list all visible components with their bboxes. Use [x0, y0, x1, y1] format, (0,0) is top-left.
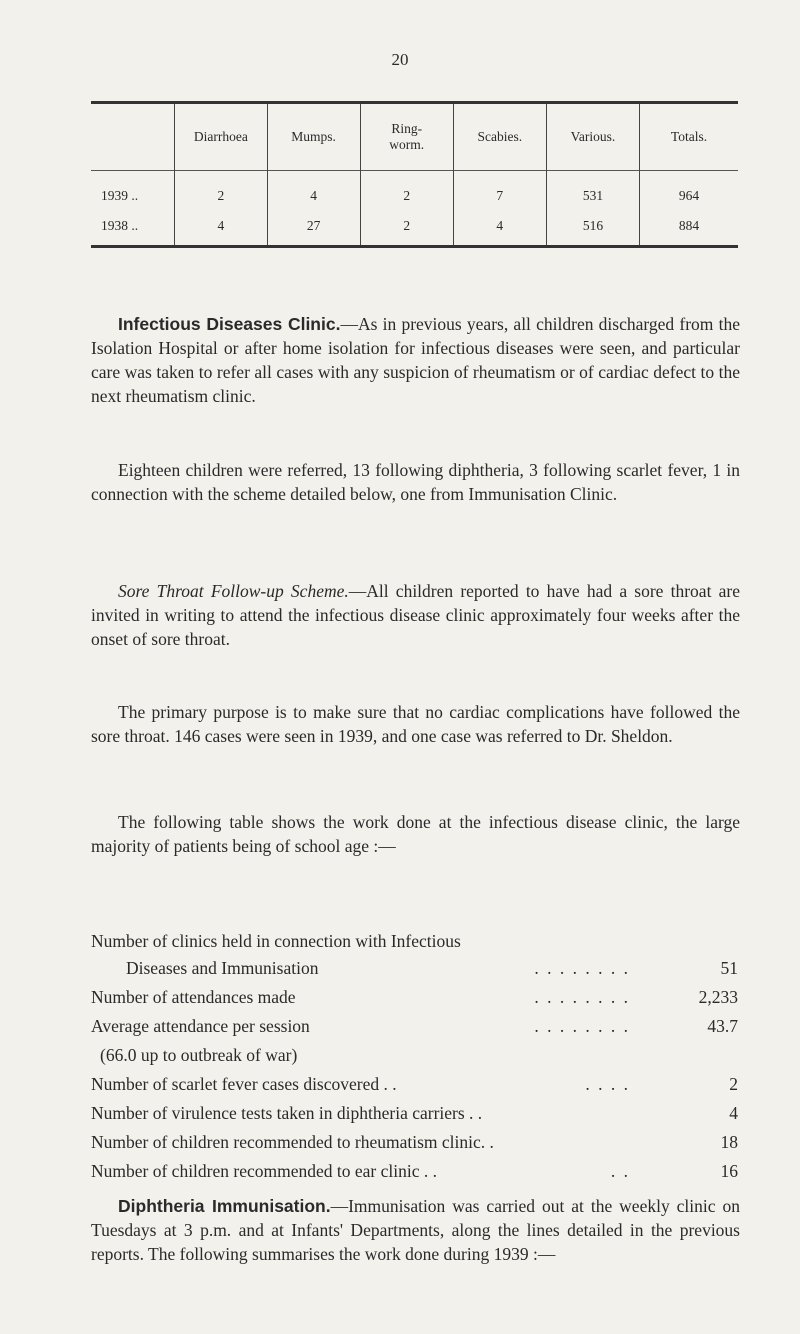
list-item-label: Number of virulence tests taken in diphtheria carriers . .	[91, 1103, 483, 1123]
table-header-diarrhoea: Diarrhoea	[175, 103, 267, 171]
list-item-label: Average attendance per session	[91, 1016, 310, 1036]
clinic-work-list	[91, 928, 740, 1186]
list-item-value: 43.7	[707, 1016, 738, 1036]
table-cell: 884	[640, 211, 738, 247]
table-cell: 531	[546, 181, 639, 211]
table-header-ringworm: Ring- worm.	[360, 103, 453, 171]
list-item	[91, 954, 740, 983]
list-item-label: Diseases and Immunisation	[126, 958, 319, 978]
table-cell: 2	[360, 211, 453, 247]
table-cell-year: 1939 ..	[101, 188, 139, 203]
infectious-disease-table	[91, 101, 738, 248]
table-row	[91, 181, 738, 211]
clinic-work-title: Number of clinics held in connection with Infectious	[91, 931, 461, 951]
table-cell: 4	[453, 211, 546, 247]
list-item	[91, 1128, 740, 1157]
clinic-heading: Infectious Diseases Clinic.	[118, 314, 341, 334]
list-item	[91, 1070, 740, 1099]
purpose-paragraph: The primary purpose is to make sure that no cardiac complications have followed the sore throat. 146 cases were seen in 1939, and one case was referred to Dr. Sheldon.	[91, 702, 740, 746]
list-item-leader: . . . . . . . .	[534, 987, 630, 1007]
page-number: 20	[391, 50, 409, 69]
list-item-value: 2,233	[698, 987, 738, 1007]
table-header-blank	[91, 103, 175, 171]
list-item	[91, 1041, 740, 1070]
table-header-totals: Totals.	[640, 103, 738, 171]
table-cell: 7	[453, 181, 546, 211]
table-header-various: Various.	[546, 103, 639, 171]
list-item-leader: . . . . . . . .	[534, 958, 630, 978]
diphtheria-paragraph	[91, 1194, 740, 1266]
table-cell-year: 1938 ..	[101, 218, 139, 233]
list-item-label: Number of scarlet fever cases discovered . .	[91, 1074, 397, 1094]
diphtheria-body: —Immunisation was carried out at the weekly clinic on Tuesdays at 3 p.m. and at Infants' Departments, along the lines detailed in the previous reports. The following summarises the work done during 1939 :—	[91, 1196, 740, 1264]
list-item	[91, 1099, 740, 1128]
list-item-label: Number of attendances made	[91, 987, 296, 1007]
sore-throat-heading: Sore Throat Follow-up Scheme.	[118, 581, 349, 601]
table-separator	[91, 171, 738, 182]
list-item	[91, 1012, 740, 1041]
clinic-paragraph	[91, 312, 740, 408]
table-header-mumps: Mumps.	[267, 103, 360, 171]
table-cell: 4	[267, 181, 360, 211]
list-item-label: Number of children recommended to rheumatism clinic. .	[91, 1132, 494, 1152]
table-intro-paragraph: The following table shows the work done at the infectious disease clinic, the large majority of patients being of school age :—	[91, 812, 740, 856]
list-item-value: 51	[720, 958, 738, 978]
list-item-value: 2	[729, 1074, 738, 1094]
list-item-value: 4	[729, 1103, 738, 1123]
list-item	[91, 1157, 740, 1186]
sore-throat-body: —All children reported to have had a sore throat are invited in writing to attend the infectious disease clinic approximately four weeks after the onset of sore throat.	[91, 581, 740, 649]
list-item-leader: . . . .	[585, 1074, 630, 1094]
table-cell: 964	[640, 181, 738, 211]
table-cell: 4	[175, 211, 267, 247]
table-cell: 516	[546, 211, 639, 247]
table-cell: 2	[360, 181, 453, 211]
list-item-label: Number of children recommended to ear clinic . .	[91, 1161, 437, 1181]
clinic-body: —As in previous years, all children discharged from the Isolation Hospital or after home isolation for infectious diseases were seen, and particular care was taken to refer all cases with any suspicion of rheumatism or of cardiac defect to the next rheumatism clinic.	[91, 314, 740, 406]
list-item-value: 18	[720, 1132, 738, 1152]
list-item	[91, 983, 740, 1012]
list-item-value: 16	[720, 1161, 738, 1181]
table-header-row	[91, 103, 738, 171]
list-item-label: (66.0 up to outbreak of war)	[100, 1045, 298, 1065]
table-header-scabies: Scabies.	[453, 103, 546, 171]
table-cell: 27	[267, 211, 360, 247]
table-row	[91, 211, 738, 247]
table-cell: 2	[175, 181, 267, 211]
list-item-leader: . . . . . . . .	[534, 1016, 630, 1036]
sore-throat-paragraph	[91, 579, 740, 651]
diphtheria-heading: Diphtheria Immunisation.	[118, 1196, 331, 1216]
list-item-leader: . .	[610, 1161, 630, 1181]
referred-paragraph: Eighteen children were referred, 13 following diphtheria, 3 following scarlet fever, 1 in connection with the scheme detailed below, one from Immunisation Clinic.	[91, 460, 740, 504]
